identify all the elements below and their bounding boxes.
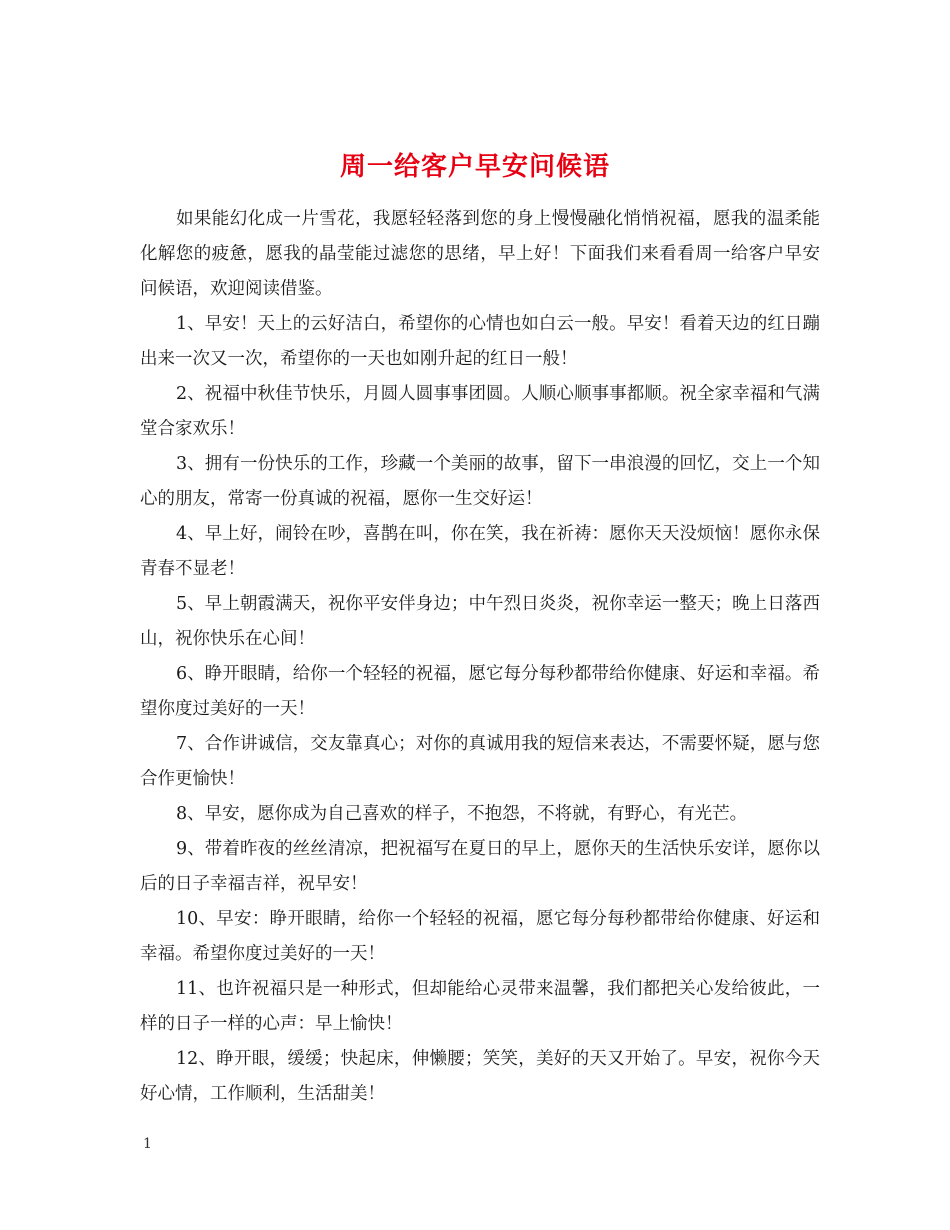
page-number: 1 (143, 1136, 152, 1152)
greeting-item-1: 1、早安！天上的云好洁白，希望你的心情也如白云一般。早安！看着天边的红日蹦出来一次又一次，希望你的一天也如刚升起的红日一般！ (140, 314, 820, 369)
document-body (140, 202, 820, 1112)
greeting-item-2: 2、祝福中秋佳节快乐，月圆人圆事事团圆。人顺心顺事事都顺。祝全家幸福和气满堂合家欢乐！ (140, 384, 820, 439)
page-title: 周一给客户早安问候语 (339, 152, 610, 183)
greeting-item-5: 5、早上朝霞满天，祝你平安伴身边；中午烈日炎炎，祝你幸运一整天；晚上日落西山，祝你快乐在心间！ (140, 594, 820, 649)
greeting-item-9: 9、带着昨夜的丝丝清凉，把祝福写在夏日的早上，愿你天的生活快乐安详，愿你以后的日子幸福吉祥，祝早安！ (140, 839, 820, 894)
greeting-item-8: 8、早安，愿你成为自己喜欢的样子，不抱怨，不将就，有野心，有光芒。 (176, 804, 748, 824)
greeting-item-10: 10、早安：睁开眼睛，给你一个轻轻的祝福，愿它每分每秒都带给你健康、好运和幸福。希望你度过美好的一天！ (140, 909, 820, 964)
greeting-item-7: 7、合作讲诚信，交友靠真心；对你的真诚用我的短信来表达，不需要怀疑，愿与您合作更愉快！ (140, 734, 820, 789)
intro-paragraph: 如果能幻化成一片雪花，我愿轻轻落到您的身上慢慢融化悄悄祝福，愿我的温柔能化解您的疲惫，愿我的晶莹能过滤您的思绪，早上好！下面我们来看看周一给客户早安问候语，欢迎阅读借鉴。 (140, 209, 820, 299)
greeting-item-4: 4、早上好，闹铃在吵，喜鹊在叫，你在笑，我在祈祷：愿你天天没烦恼！愿你永保青春不显老！ (140, 524, 820, 579)
greeting-item-3: 3、拥有一份快乐的工作，珍藏一个美丽的故事，留下一串浪漫的回忆，交上一个知心的朋友，常寄一份真诚的祝福，愿你一生交好运！ (140, 454, 820, 509)
greeting-item-11: 11、也许祝福只是一种形式，但却能给心灵带来温馨，我们都把关心发给彼此，一样的日子一样的心声：早上愉快！ (140, 979, 820, 1034)
greeting-item-6: 6、睁开眼睛，给你一个轻轻的祝福，愿它每分每秒都带给你健康、好运和幸福。希望你度过美好的一天！ (140, 664, 820, 719)
greeting-item-12: 12、睁开眼，缓缓；快起床，伸懒腰；笑笑，美好的天又开始了。早安，祝你今天好心情，工作顺利，生活甜美！ (140, 1049, 820, 1104)
